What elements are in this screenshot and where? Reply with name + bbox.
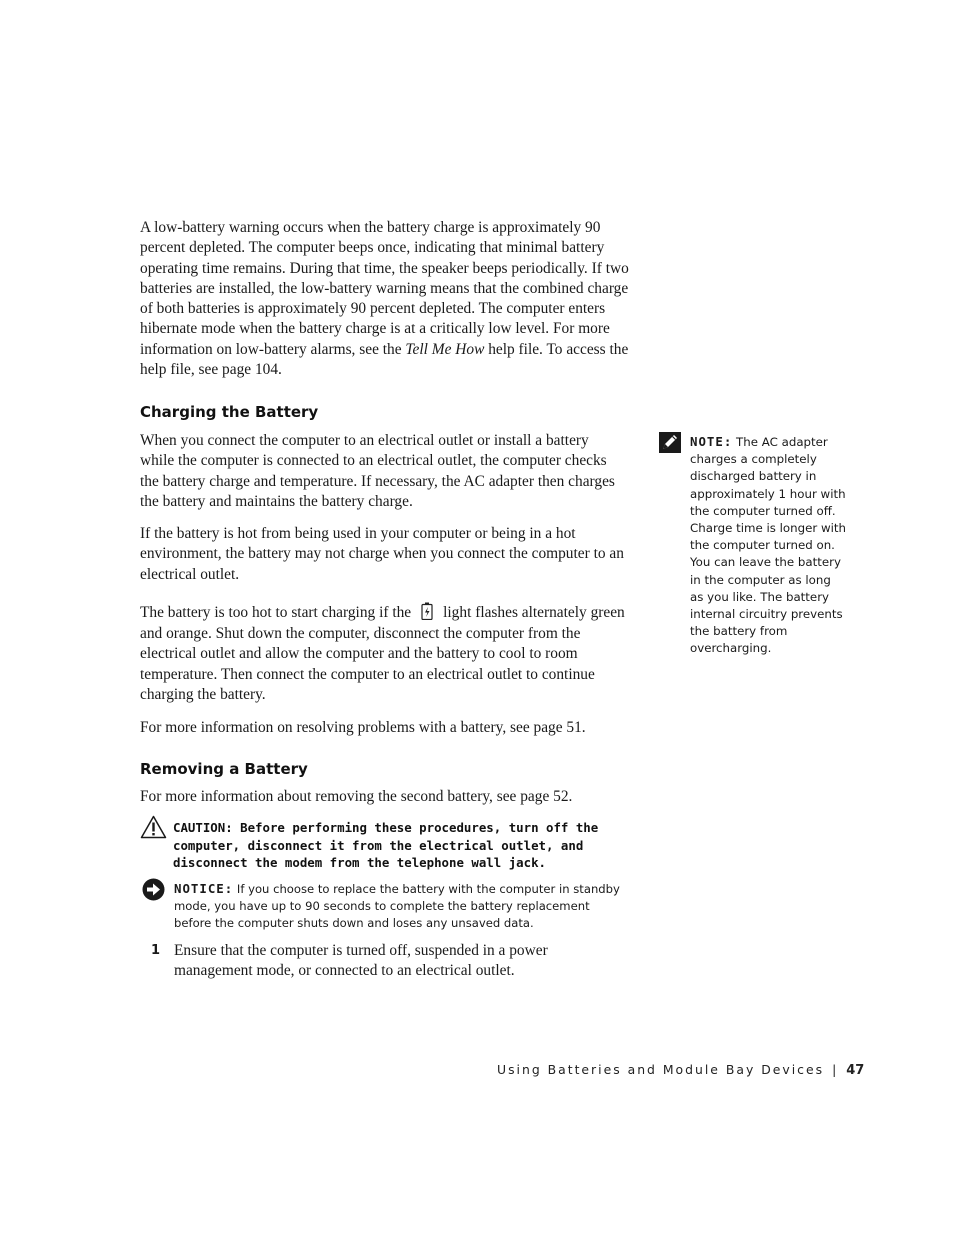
removing-paragraph-1: For more information about removing the second battery, see page 52. [140, 788, 573, 805]
footer-chapter-title: Using Batteries and Module Bay Devices [497, 1062, 825, 1077]
step-text: Ensure that the computer is turned off, suspended in a power management mode, or connected to an electrical outlet. [174, 942, 548, 979]
section-heading-charging: Charging the Battery [140, 403, 319, 421]
charging-paragraph-2: If the battery is hot from being used in your computer or being in a hot environment, the battery may not charge when you connect the computer to an electrical outlet. [140, 525, 624, 583]
section-heading-removing: Removing a Battery [140, 760, 308, 778]
intro-text-end: help file. To access the help file, see page 104. [140, 340, 629, 379]
intro-text: A low-battery warning occurs when the battery charge is approximately 90 percent depleted. The computer beeps once, indicating that minimal battery operating time remains. During that time, the speaker beeps periodically. If two batteries are installed, the low-battery warning means that the combined charge of both batteries is approximately 90 percent depleted. The computer enters hibernate mode when the battery charge is at a critically low level. For more information on low-battery alarms, see the [140, 219, 629, 358]
notice-label: NOTICE: [174, 881, 234, 896]
notice-message [174, 880, 626, 932]
charging-paragraph-3-end: light flashes alternately green and orange. Shut down the computer, disconnect the computer from the electrical outlet and allow the computer and the battery to cool to room temperature. Then connect the computer to an electrical outlet to continue charging the battery. [140, 604, 625, 704]
notice-text: If you choose to replace the battery with the computer in standby mode, you have up to 90 seconds to complete the battery replacement before the computer shuts down and loses any unsaved data. [174, 882, 620, 930]
charging-paragraph-3-start: The battery is too hot to start charging if the [140, 604, 412, 621]
note-pencil-icon [659, 432, 681, 453]
help-file-title: Tell Me How [405, 340, 485, 358]
charging-paragraph-3 [140, 602, 630, 706]
note-text: The AC adapter charges a completely discharged battery in approximately 1 hour with the computer turned off. Charge time is longer with the computer turned on. You can leave the battery in the computer as long as you like. The battery internal circuitry prevents the battery from overcharging. [690, 435, 847, 656]
page-number: 47 [846, 1063, 865, 1078]
caution-message: CAUTION: Before performing these procedures, turn off the computer, disconnect it from the electrical outlet, and disconnect the modem from the telephone wall jack. [173, 820, 599, 870]
charging-paragraph-4: For more information on resolving problems with a battery, see page 51. [140, 719, 586, 736]
note-label: NOTE: [690, 434, 733, 449]
step-number: 1 [151, 943, 161, 958]
warning-triangle-icon [140, 815, 167, 839]
footer-separator: | [832, 1062, 837, 1077]
battery-status-light-icon [415, 602, 439, 620]
charging-paragraph-1: When you connect the computer to an electrical outlet or install a battery while the computer is connected to an electrical outlet, the computer checks the battery charge and temperature. If necessary, the AC adapter then charges the battery and maintains the battery charge. [140, 432, 615, 510]
notice-arrow-icon [142, 878, 165, 901]
page-footer [497, 1062, 864, 1078]
intro-paragraph [140, 218, 630, 380]
side-note [690, 433, 846, 658]
